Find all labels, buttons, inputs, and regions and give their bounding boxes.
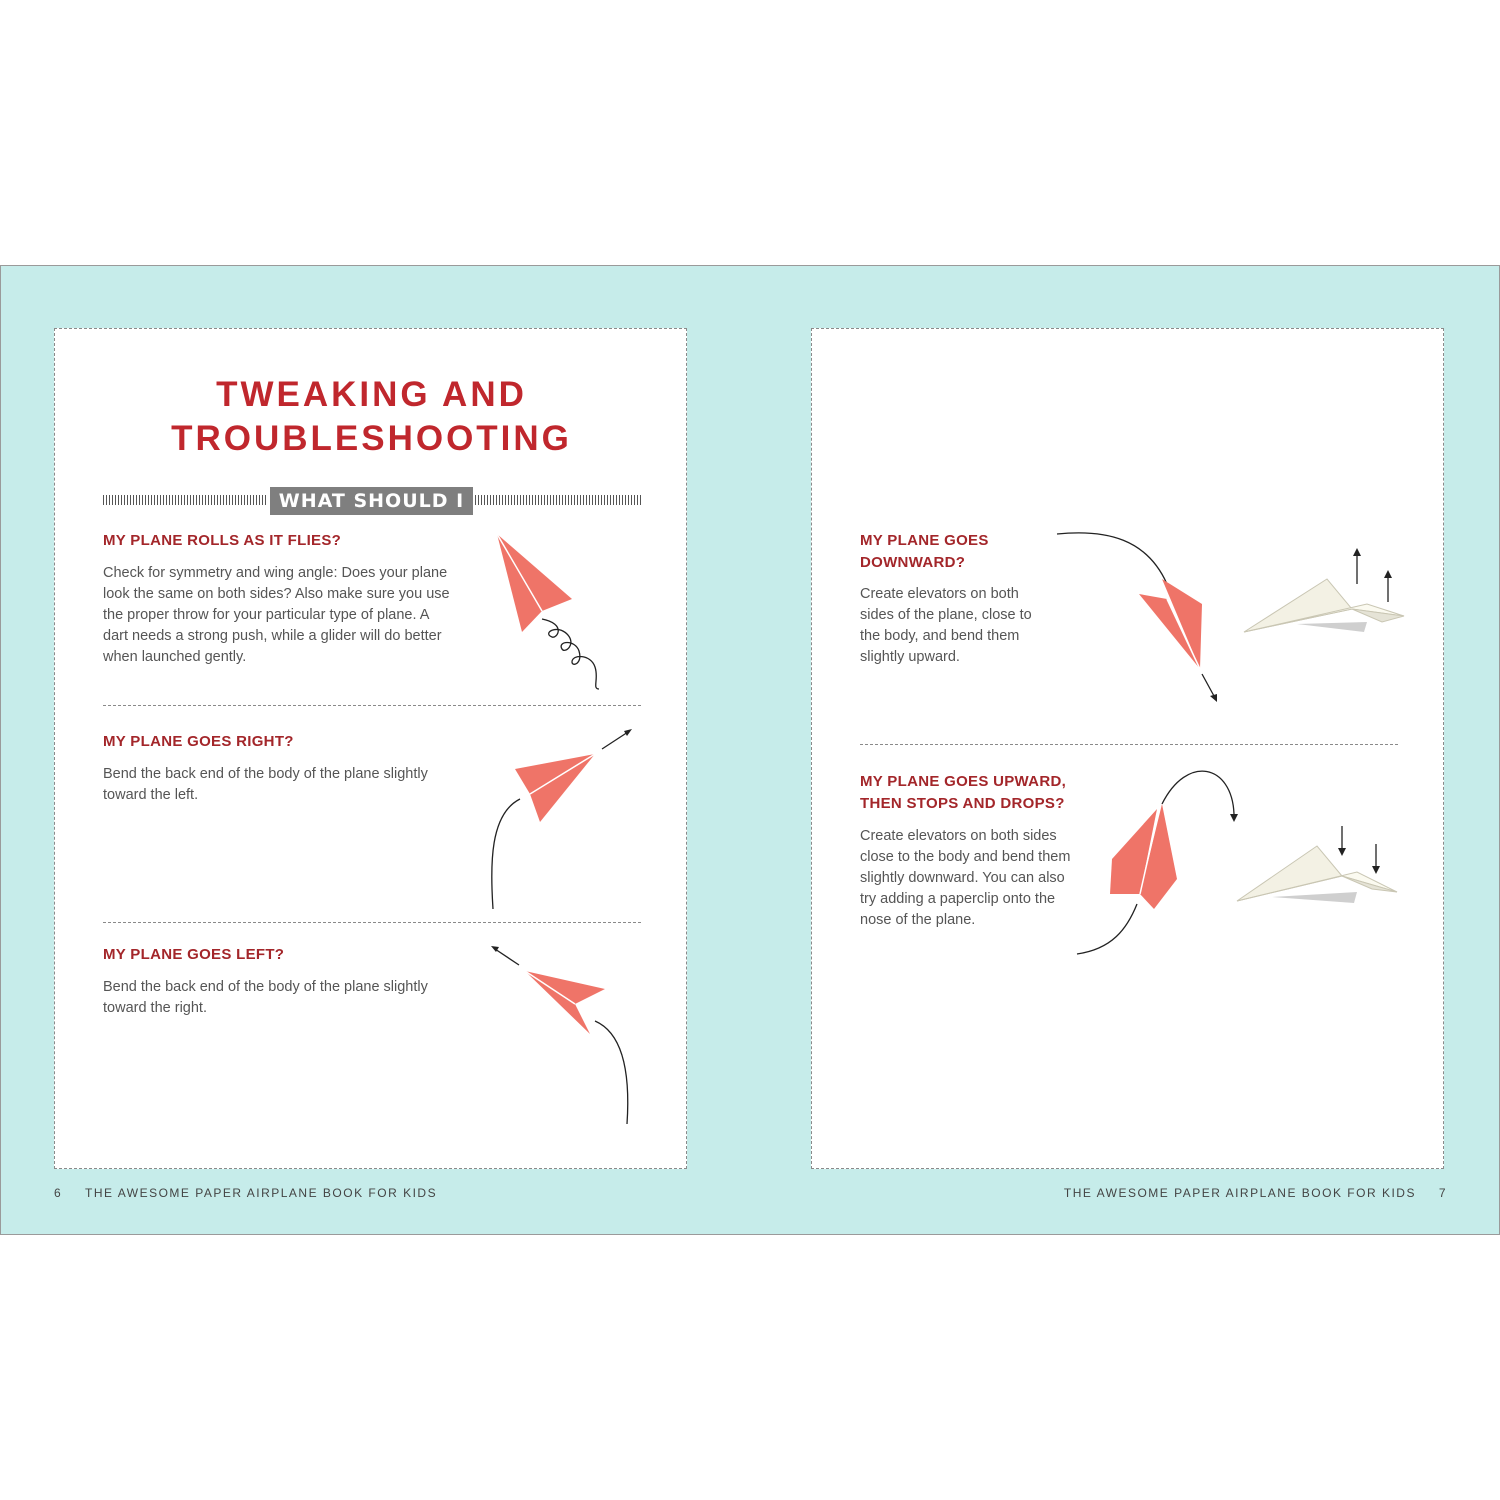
book-spread bbox=[0, 265, 1500, 1235]
title-line-2: TROUBLESHOOTING bbox=[171, 419, 572, 458]
running-title-right: THE AWESOME PAPER AIRPLANE BOOK FOR KIDS bbox=[1063, 1186, 1416, 1200]
white-plane-body bbox=[1237, 846, 1342, 901]
title-line-1: TWEAKING AND bbox=[216, 375, 527, 414]
section-divider-2 bbox=[103, 922, 641, 923]
arrow-up-icon bbox=[1384, 570, 1392, 578]
footer-left bbox=[54, 1186, 437, 1200]
section-divider-3 bbox=[860, 744, 1398, 745]
page-number-right: 7 bbox=[1438, 1186, 1447, 1200]
flight-path bbox=[1057, 533, 1167, 584]
arrow-down-icon bbox=[1372, 866, 1380, 874]
plane-upward-illustration bbox=[1072, 764, 1412, 964]
page-number-left: 6 bbox=[54, 1186, 63, 1200]
arrow-head-icon bbox=[624, 729, 632, 736]
question-line-1: MY PLANE GOES bbox=[860, 532, 989, 549]
section-answer-left: Bend the back end of the body of the plane slightly toward the right. bbox=[103, 979, 428, 1016]
subheading-rule-left bbox=[103, 495, 268, 505]
flight-path-upper bbox=[1162, 771, 1234, 814]
section-divider-1 bbox=[103, 705, 641, 706]
left-page bbox=[54, 328, 687, 1169]
subheading-bar bbox=[103, 487, 641, 540]
section-answer-right: Bend the back end of the body of the plane slightly toward the left. bbox=[103, 766, 428, 803]
arrow-up-icon bbox=[1353, 548, 1361, 556]
question-line-1: MY PLANE GOES UPWARD, bbox=[860, 773, 1067, 790]
arrow-down-icon bbox=[1338, 848, 1346, 856]
flight-path bbox=[595, 1021, 628, 1124]
page-title bbox=[55, 373, 688, 461]
section-question-upward bbox=[860, 771, 1066, 815]
section-question-left: MY PLANE GOES LEFT? bbox=[103, 946, 285, 963]
section-question-downward bbox=[860, 530, 989, 574]
section-question-right: MY PLANE GOES RIGHT? bbox=[103, 733, 294, 750]
subheading-rule-right bbox=[475, 495, 641, 505]
running-title-left: THE AWESOME PAPER AIRPLANE BOOK FOR KIDS bbox=[85, 1186, 438, 1200]
arrow-down-icon bbox=[1230, 814, 1238, 822]
arrow-head-icon bbox=[1210, 694, 1217, 702]
plane-rolling-illustration bbox=[487, 529, 607, 694]
section-question-rolls: MY PLANE ROLLS AS IT FLIES? bbox=[103, 532, 342, 549]
spiral-path bbox=[542, 619, 599, 689]
plane-downward-illustration bbox=[1052, 524, 1412, 719]
section-answer-rolls: Check for symmetry and wing angle: Does your plane look the same on both sides? Also make sure you use the proper throw for your particular type of plane. A dart needs a strong push, while a glider will do better when launched gently. bbox=[103, 565, 450, 665]
right-page bbox=[811, 328, 1444, 1169]
plane-left-illustration bbox=[485, 939, 645, 1129]
question-line-2: DOWNWARD? bbox=[860, 554, 966, 571]
footer-right bbox=[1064, 1186, 1447, 1200]
flight-path bbox=[492, 799, 520, 909]
subheading-label: WHAT SHOULD I DO IF: bbox=[270, 487, 473, 515]
question-line-2: THEN STOPS AND DROPS? bbox=[860, 795, 1065, 812]
section-answer-downward: Create elevators on both sides of the plane, close to the body, and bend them slightly upward. bbox=[860, 586, 1032, 665]
flight-path-lower bbox=[1077, 904, 1137, 954]
plane-right-illustration bbox=[480, 724, 640, 914]
section-answer-upward: Create elevators on both sides close to the body and bend them slightly downward. You can also try adding a paperclip onto the nose of the plane. bbox=[860, 828, 1071, 928]
